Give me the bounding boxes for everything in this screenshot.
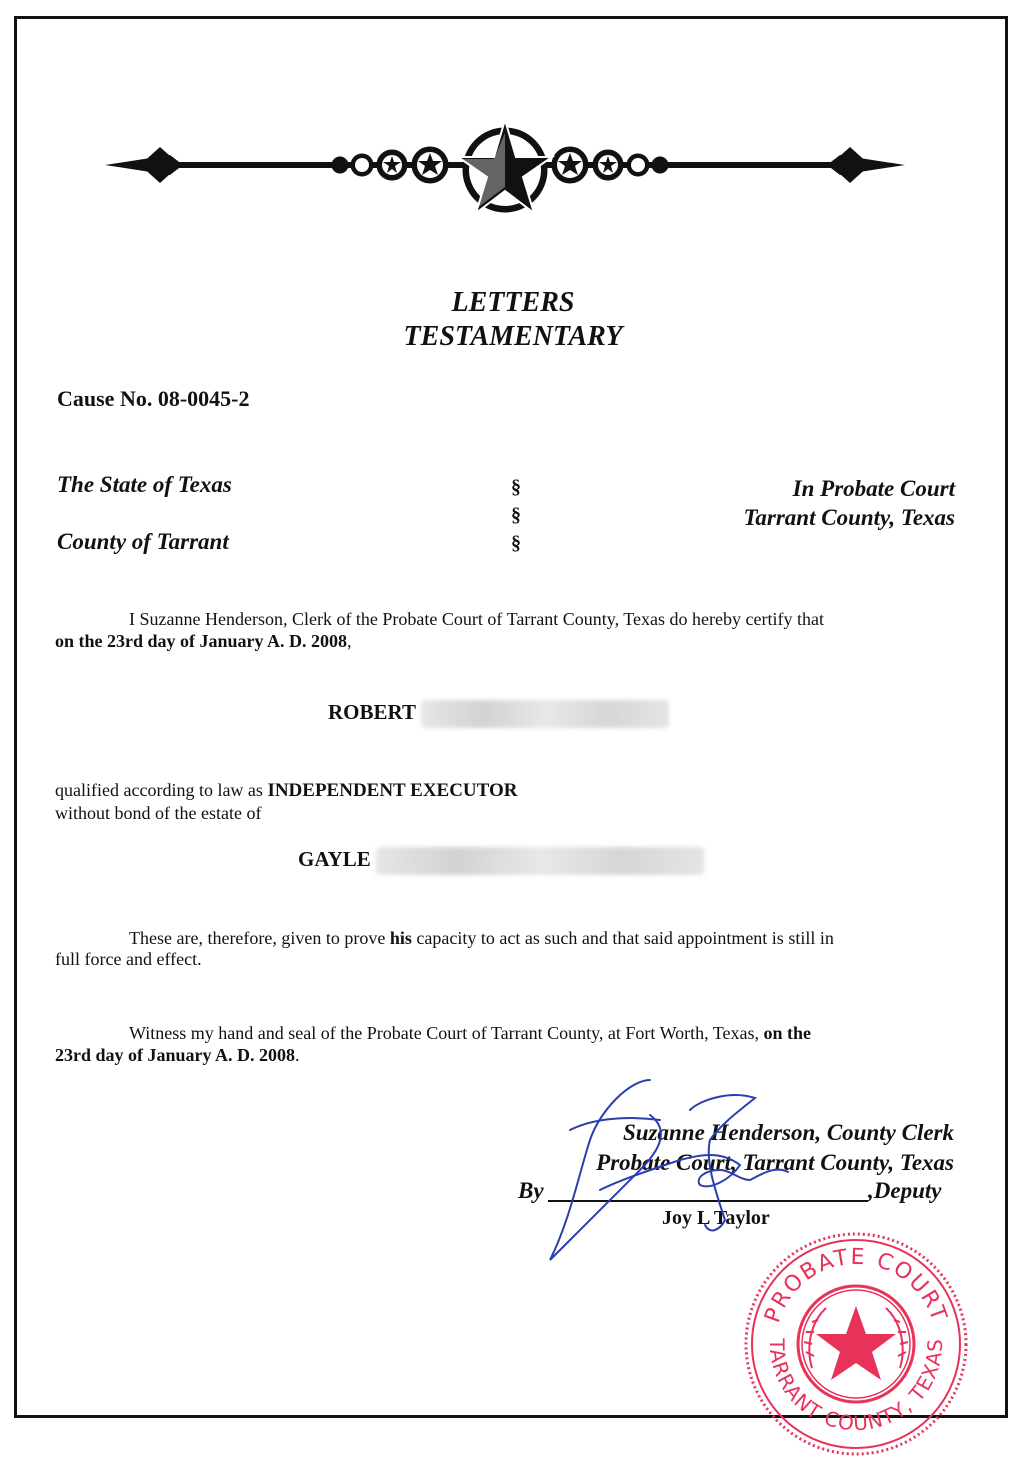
- redacted-surname: [421, 700, 669, 728]
- clerk-title: Suzanne Henderson, County Clerk: [622, 1120, 954, 1145]
- cause-number: Cause No. 08-0045-2: [57, 386, 250, 411]
- section-symbol: §: [511, 476, 521, 498]
- decedent-name: GAYLE: [298, 847, 371, 871]
- by-label: By: [518, 1178, 544, 1203]
- deputy-label: ,Deputy: [868, 1178, 942, 1203]
- certification-line-2: on the 23rd day of January A. D. 2008,: [55, 631, 352, 651]
- section-symbol: §: [511, 504, 521, 526]
- court-title: Probate Court, Tarrant County, Texas: [596, 1150, 954, 1175]
- certification-line-1: I Suzanne Henderson, Clerk of the Probate Court of Tarrant County, Texas do hereby certify that: [129, 609, 824, 629]
- star-ornament-icon: [100, 115, 910, 225]
- redacted-surname: [376, 847, 704, 875]
- capacity-line-2: full force and effect.: [55, 949, 202, 969]
- deputy-name: Joy L Taylor: [662, 1207, 770, 1229]
- executor-name: ROBERT: [328, 700, 416, 724]
- caption-county: County of Tarrant: [57, 529, 229, 554]
- title-line-1: LETTERS: [451, 287, 575, 318]
- title-line-2: TESTAMENTARY: [403, 321, 623, 352]
- executor-role: INDEPENDENT EXECUTOR: [267, 780, 518, 801]
- certification-date: on the 23rd day of January A. D. 2008: [55, 631, 348, 651]
- probate-court-seal: [740, 1228, 972, 1460]
- qualification-line-1: qualified according to law as INDEPENDENT EXECUTOR: [55, 780, 518, 801]
- caption-court: In Probate Court: [792, 476, 955, 501]
- seal-top-text: PROBATE COURT: [760, 1244, 952, 1327]
- caption-court-county: Tarrant County, Texas: [743, 505, 955, 530]
- seal-bottom-text: TARRANT COUNTY, TEXAS: [764, 1338, 948, 1436]
- section-symbol: §: [511, 532, 521, 554]
- executor-name-line: [328, 700, 669, 728]
- witness-line-2: 23rd day of January A. D. 2008.: [55, 1045, 300, 1065]
- capacity-line-1: These are, therefore, given to prove his capacity to act as such and that said appointment is still in: [129, 928, 834, 948]
- qualification-line-2: without bond of the estate of: [55, 803, 262, 823]
- witness-line-1: Witness my hand and seal of the Probate Court of Tarrant County, at Fort Worth, Texas, on the: [129, 1023, 812, 1043]
- decedent-name-line: [298, 847, 704, 875]
- caption-state: The State of Texas: [57, 472, 232, 497]
